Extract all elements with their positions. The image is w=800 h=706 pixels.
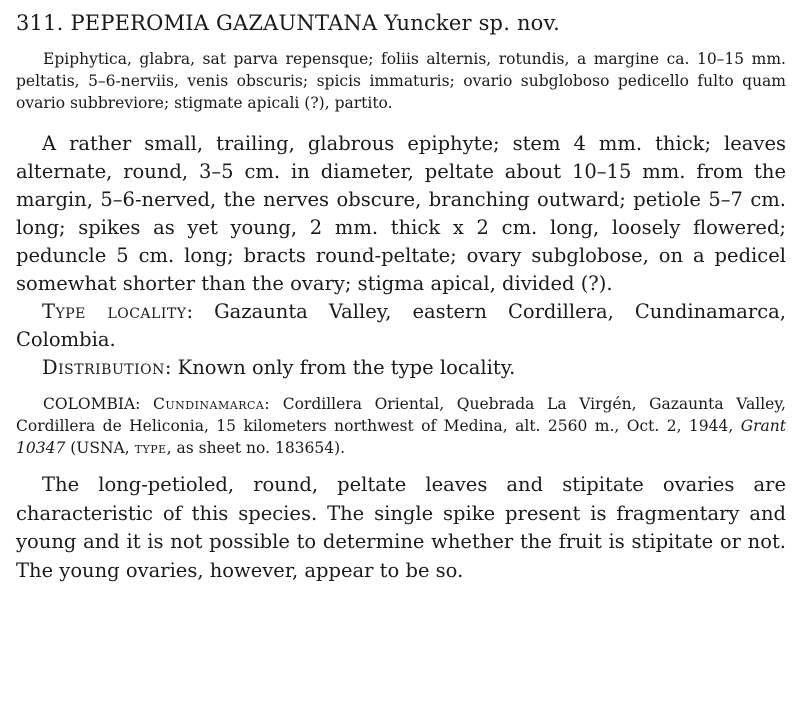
specimen-citation (16, 393, 786, 459)
distribution-paragraph: Distribution: Known only from the type locality. (42, 356, 516, 379)
discussion-text: The long-petioled, round, peltate leaves and stipitate ovaries are characteristic of this species. The single spike present is fragmentary and young and it is not possible to determine whether the fruit is stipitate or not. The young ovaries, however, appear to be so. (16, 473, 786, 582)
species-discussion (16, 471, 786, 585)
latin-diagnosis (16, 48, 786, 114)
latin-diagnosis-text: Epiphytica, glabra, sat parva repensque; foliis alternis, rotundis, a margine ca. 10–15 mm. peltatis, 5–6-nerviis, venis obscuris; spicis immaturis; ovario subgloboso pedicello fulto quam ovario subbreviore; stigmate apicali (?), partito. (16, 50, 786, 112)
specimen-text (16, 393, 786, 459)
species-heading (16, 8, 786, 38)
distribution-text: Known only from the type locality. (177, 356, 516, 379)
specimen-department: Cundinamarca: (153, 395, 271, 413)
distribution-label: Distribution (42, 356, 165, 379)
description-text: A rather small, trailing, glabrous epiphyte; stem 4 mm. thick; leaves alternate, round, 3–5 cm. in diameter, peltate about 10–15 mm. from the margin, 5–6-nerved, the nerves obscure, branching outward; petiole 5–7 cm. long; spikes as yet young, 2 mm. thick x 2 cm. long, loosely flowered; peduncle 5 cm. long; bracts round-peltate; ovary subglobose, on a pedicel somewhat shorter than the ovary; stigma apical, divided (?). (16, 132, 786, 295)
type-locality-text: Gazaunta Valley, eastern Cordillera, Cundinamarca, Colombia. (16, 300, 786, 351)
specimen-herbarium: (USNA, (70, 439, 130, 457)
specimen-country: COLOMBIA: (43, 395, 141, 413)
species-number: 311. (16, 11, 64, 35)
species-description (16, 130, 786, 382)
species-author: Yuncker sp. nov. (384, 11, 560, 35)
specimen-locality: Cordillera Oriental, Quebrada La Virgén, Gazaunta Valley, Cordillera de Heliconia, 15 kilometers northwest of Medina, alt. 2560 m., Oct. 2, 1944, (16, 395, 786, 435)
type-locality-paragraph: Type locality: Gazaunta Valley, eastern Cordillera, Cundinamarca, Colombia. (16, 300, 786, 351)
specimen-collector: Grant 10347 (16, 417, 786, 457)
specimen-sheet: , as sheet no. 183654). (166, 439, 346, 457)
species-name: PEPEROMIA GAZAUNTANA (70, 11, 378, 35)
specimen-type-word: type (134, 439, 167, 457)
type-locality-label: Type locality (42, 300, 187, 323)
